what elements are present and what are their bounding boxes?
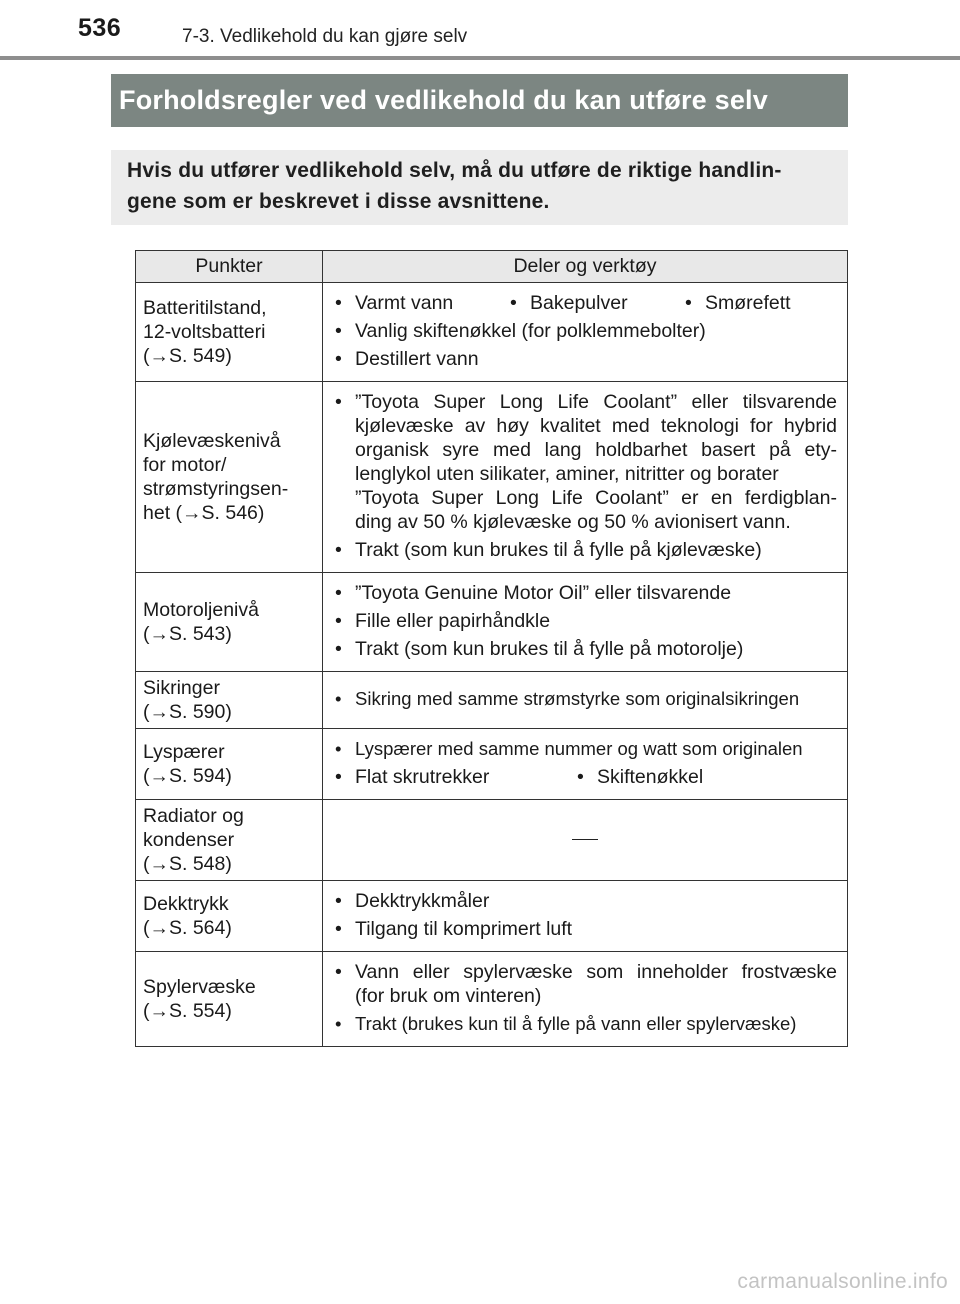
inline-parts <box>333 765 837 789</box>
item-cell <box>136 573 323 672</box>
part-item: • Bakepulver <box>508 291 683 315</box>
table-row <box>136 382 848 573</box>
part-item: • Sikring med samme strømstyrke som originalsikringen <box>333 687 837 711</box>
parts-cell <box>323 672 848 729</box>
item-line: Kjølevæskenivå <box>143 430 281 452</box>
item-reference: het (→S. 546) <box>143 502 265 524</box>
table-header-row <box>136 251 848 283</box>
section-header: 7-3. Vedlikehold du kan gjøre selv <box>182 26 468 47</box>
empty-dash <box>572 839 598 840</box>
item-reference: (→S. 549) <box>143 345 232 367</box>
item-cell <box>136 283 323 382</box>
part-item: • Flat skrutrekker <box>333 765 575 789</box>
part-item: • Tilgang til komprimert luft <box>333 917 837 941</box>
parts-cell <box>323 283 848 382</box>
parts-cell <box>323 573 848 672</box>
part-line: (for bruk om vinteren) <box>355 985 542 1007</box>
intro-line: gene som er beskrevet i disse avsnittene. <box>127 190 550 213</box>
parts-cell <box>323 952 848 1047</box>
part-line: • Vann eller spylervæske som inneholder frostvæske <box>355 961 837 983</box>
item-reference: (→S. 554) <box>143 1000 232 1022</box>
item-line: Spylervæske <box>143 976 256 998</box>
part-item <box>333 960 837 1008</box>
item-reference: (→S. 548) <box>143 853 232 875</box>
inline-parts <box>333 291 837 315</box>
item-cell <box>136 729 323 800</box>
table-row <box>136 573 848 672</box>
item-line: kondenser <box>143 829 235 851</box>
item-cell <box>136 952 323 1047</box>
item-cell <box>136 672 323 729</box>
part-item: • Smørefett <box>683 291 791 315</box>
item-cell <box>136 382 323 573</box>
item-reference: (→S. 543) <box>143 623 232 645</box>
part-item: • Lyspærer med samme nummer og watt som originalen <box>333 737 837 761</box>
part-line: ”Toyota Super Long Life Coolant” er en ferdigblan- <box>355 487 837 509</box>
table-row <box>136 881 848 952</box>
part-item: • Varmt vann <box>333 291 508 315</box>
part-item: • Destillert vann <box>333 347 837 371</box>
parts-cell <box>323 881 848 952</box>
intro-box <box>111 150 848 225</box>
item-line: Radiator og <box>143 805 244 827</box>
parts-cell <box>323 800 848 881</box>
part-line: • ”Toyota Super Long Life Coolant” eller tilsvarende <box>355 391 837 413</box>
parts-cell <box>323 729 848 800</box>
item-line: Lyspærer <box>143 741 225 763</box>
table-row <box>136 729 848 800</box>
item-reference: (→S. 590) <box>143 701 232 723</box>
table-row <box>136 952 848 1047</box>
part-item: • Trakt (som kun brukes til å fylle på motorolje) <box>333 637 837 661</box>
part-item: • Trakt (som kun brukes til å fylle på kjølevæske) <box>333 538 837 562</box>
part-line: kjølevæske av høy kvalitet med teknologi for hybrid <box>355 415 837 437</box>
item-reference: (→S. 564) <box>143 917 232 939</box>
part-line: organisk syre med lang holdbarhet basert på ety- <box>355 439 837 461</box>
item-line: for motor/ <box>143 454 227 476</box>
column-header-items: Punkter <box>136 251 323 283</box>
page-number: 536 <box>78 14 122 42</box>
item-cell <box>136 881 323 952</box>
part-item <box>333 390 837 534</box>
part-item: • Trakt (brukes kun til å fylle på vann eller spylervæske) <box>333 1012 837 1036</box>
parts-cell <box>323 382 848 573</box>
intro-line: Hvis du utfører vedlikehold selv, må du utføre de riktige handlin- <box>127 159 782 182</box>
item-line: strømstyringsen- <box>143 478 289 500</box>
title-bar <box>111 74 848 127</box>
page-title: Forholdsregler ved vedlikehold du kan utføre selv <box>119 85 768 115</box>
part-line: ding av 50 % kjølevæske og 50 % avionisert vann. <box>355 511 791 533</box>
part-item: • Fille eller papirhåndkle <box>333 609 837 633</box>
table-row <box>136 283 848 382</box>
watermark-text: carmanualsonline.info <box>737 1270 948 1293</box>
item-cell <box>136 800 323 881</box>
part-item: • Dekktrykkmåler <box>333 889 837 913</box>
item-line: Sikringer <box>143 677 220 699</box>
part-item: • Skiftenøkkel <box>575 765 703 789</box>
part-line: lenglykol uten silikater, aminer, nitritter og borater <box>355 463 779 485</box>
item-line: Dekktrykk <box>143 893 229 915</box>
item-line: Motoroljenivå <box>143 599 259 621</box>
item-reference: (→S. 594) <box>143 765 232 787</box>
header-rule <box>0 56 960 60</box>
part-item: • ”Toyota Genuine Motor Oil” eller tilsvarende <box>333 581 837 605</box>
table-row <box>136 800 848 881</box>
maintenance-table <box>135 250 848 1047</box>
part-item: • Vanlig skiftenøkkel (for polklemmebolter) <box>333 319 837 343</box>
item-line: Batteritilstand, <box>143 297 267 319</box>
item-line: 12-voltsbatteri <box>143 321 266 343</box>
column-header-parts: Deler og verktøy <box>323 251 848 283</box>
table-row <box>136 672 848 729</box>
